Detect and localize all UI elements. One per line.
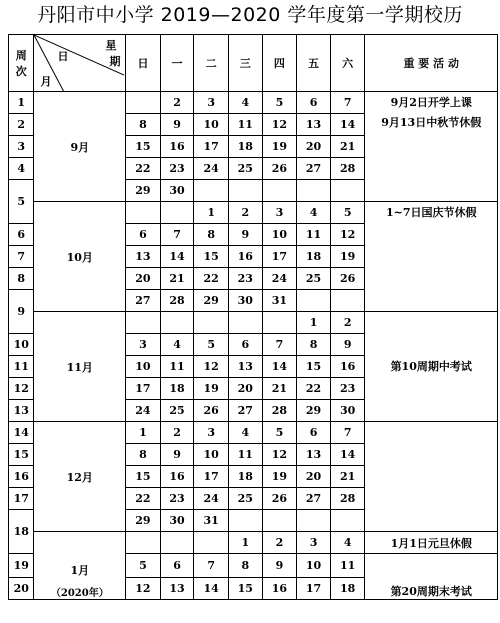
date-cell: 14: [160, 246, 194, 268]
date-cell: 5: [126, 554, 161, 578]
date-cell: 30: [160, 180, 194, 202]
activities-oct: [365, 202, 498, 312]
date-cell: 23: [160, 158, 194, 180]
date-cell: 2: [228, 202, 262, 224]
month-sep: 9月: [34, 92, 126, 202]
date-cell: 6: [160, 554, 194, 578]
date-cell: 22: [297, 378, 331, 400]
date-cell: 14: [262, 356, 297, 378]
date-cell: 30: [160, 510, 194, 532]
date-cell: 11: [160, 356, 194, 378]
date-cell: 28: [262, 400, 297, 422]
activities-sep: [365, 92, 498, 202]
month-jan-year: （2020年）: [50, 588, 109, 599]
school-calendar-table: [8, 34, 498, 600]
date-cell: 9: [262, 554, 297, 578]
date-cell: 12: [194, 356, 229, 378]
date-cell: 17: [126, 378, 161, 400]
date-cell: 20: [228, 378, 262, 400]
week-number: 18: [9, 510, 34, 554]
week-number: 2: [9, 114, 34, 136]
date-cell: 29: [126, 180, 161, 202]
week-number: 17: [9, 488, 34, 510]
date-cell: [126, 92, 161, 114]
month-dec: 12月: [34, 422, 126, 532]
day-header-fri: 五: [297, 35, 331, 92]
day-header-thu: 四: [262, 35, 297, 92]
date-cell: 27: [297, 158, 331, 180]
date-cell: 29: [126, 510, 161, 532]
date-cell: 3: [126, 334, 161, 356]
date-cell: 27: [297, 488, 331, 510]
date-cell: 8: [194, 224, 229, 246]
date-cell: 25: [160, 400, 194, 422]
date-cell: [126, 532, 161, 554]
date-cell: 5: [330, 202, 365, 224]
date-cell: 18: [228, 136, 262, 158]
day-header-mon: 一: [160, 35, 194, 92]
date-cell: 29: [194, 290, 229, 312]
date-cell: 4: [160, 334, 194, 356]
week-number: 1: [9, 92, 34, 114]
date-cell: 9: [228, 224, 262, 246]
week-number: 20: [9, 578, 34, 600]
date-cell: 11: [228, 444, 262, 466]
date-cell: 19: [194, 378, 229, 400]
date-cell: 15: [194, 246, 229, 268]
month-jan-label: 1月: [70, 564, 90, 577]
date-cell: 17: [262, 246, 297, 268]
date-cell: 18: [297, 246, 331, 268]
date-cell: 2: [262, 532, 297, 554]
date-cell: 4: [330, 532, 365, 554]
date-cell: 12: [330, 224, 365, 246]
day-header-tue: 二: [194, 35, 229, 92]
month-label: 月: [40, 75, 52, 88]
date-cell: 7: [194, 554, 229, 578]
activity-item: 1月1日元旦休假: [365, 532, 498, 554]
week-number: 13: [9, 400, 34, 422]
week-number: 11: [9, 356, 34, 378]
week-header-bottom: 次: [15, 65, 27, 78]
diagonal-header-cell: [34, 35, 126, 92]
date-cell: 1: [297, 312, 331, 334]
date-cell: 11: [297, 224, 331, 246]
date-cell: 14: [194, 578, 229, 600]
date-cell: 11: [330, 554, 365, 578]
date-cell: 1: [194, 202, 229, 224]
date-cell: [262, 312, 297, 334]
date-cell: 16: [262, 578, 297, 600]
date-cell: 29: [297, 400, 331, 422]
date-cell: 18: [160, 378, 194, 400]
date-cell: 26: [262, 488, 297, 510]
date-cell: 28: [160, 290, 194, 312]
date-cell: [297, 180, 331, 202]
date-cell: 4: [228, 92, 262, 114]
date-cell: 31: [262, 290, 297, 312]
date-cell: 13: [126, 246, 161, 268]
date-cell: [228, 312, 262, 334]
date-cell: 16: [160, 466, 194, 488]
date-cell: 22: [194, 268, 229, 290]
date-cell: 20: [126, 268, 161, 290]
week-number: 3: [9, 136, 34, 158]
date-cell: 24: [126, 400, 161, 422]
date-cell: 25: [228, 488, 262, 510]
date-cell: 30: [330, 400, 365, 422]
date-cell: 3: [194, 422, 229, 444]
month-nov: 11月: [34, 312, 126, 422]
date-cell: 25: [297, 268, 331, 290]
date-cell: [126, 202, 161, 224]
week-number: 10: [9, 334, 34, 356]
date-cell: 10: [262, 224, 297, 246]
date-cell: 1: [126, 422, 161, 444]
week-number: 5: [9, 180, 34, 224]
date-cell: 26: [194, 400, 229, 422]
activity-item: 第10周期中考试: [390, 359, 472, 373]
date-cell: 16: [160, 136, 194, 158]
date-cell: 24: [262, 268, 297, 290]
date-cell: 22: [126, 488, 161, 510]
week-number: 8: [9, 268, 34, 290]
date-cell: 23: [228, 268, 262, 290]
week-number: 16: [9, 466, 34, 488]
date-cell: [228, 180, 262, 202]
date-cell: 4: [228, 422, 262, 444]
date-cell: 8: [297, 334, 331, 356]
week-number: 19: [9, 554, 34, 578]
activities-header: 重 要 活 动: [365, 35, 498, 92]
day-header-sun: 日: [126, 35, 161, 92]
week-number: 4: [9, 158, 34, 180]
date-cell: 3: [262, 202, 297, 224]
date-cell: 13: [228, 356, 262, 378]
date-cell: 27: [126, 290, 161, 312]
date-cell: [297, 290, 331, 312]
date-cell: 26: [262, 158, 297, 180]
week-number: 15: [9, 444, 34, 466]
week-number: 6: [9, 224, 34, 246]
date-cell: [330, 290, 365, 312]
date-cell: 5: [194, 334, 229, 356]
day-header-sat: 六: [330, 35, 365, 92]
date-cell: 22: [126, 158, 161, 180]
activities-nov: [365, 312, 498, 422]
date-cell: 28: [330, 158, 365, 180]
date-cell: 2: [160, 92, 194, 114]
week-number: 9: [9, 290, 34, 334]
date-cell: 21: [262, 378, 297, 400]
date-cell: 19: [262, 136, 297, 158]
date-cell: [160, 202, 194, 224]
date-cell: [330, 510, 365, 532]
date-cell: 7: [330, 422, 365, 444]
date-cell: 18: [228, 466, 262, 488]
date-cell: [194, 532, 229, 554]
date-cell: 20: [297, 136, 331, 158]
date-cell: 10: [126, 356, 161, 378]
activity-item: 9月2日开学上课: [390, 96, 472, 109]
date-cell: 30: [228, 290, 262, 312]
week-number: 7: [9, 246, 34, 268]
date-cell: 24: [194, 158, 229, 180]
week-header-top: 周: [15, 49, 27, 62]
date-cell: [262, 180, 297, 202]
date-cell: 1: [228, 532, 262, 554]
date-cell: [228, 510, 262, 532]
date-cell: 8: [126, 444, 161, 466]
date-cell: 16: [228, 246, 262, 268]
date-cell: 21: [330, 136, 365, 158]
date-cell: 9: [330, 334, 365, 356]
date-cell: 5: [262, 92, 297, 114]
date-cell: 13: [297, 114, 331, 136]
activities-dec: [365, 422, 498, 532]
day-header-wed: 三: [228, 35, 262, 92]
date-cell: 15: [126, 466, 161, 488]
date-cell: 16: [330, 356, 365, 378]
date-cell: 17: [194, 136, 229, 158]
date-cell: 23: [330, 378, 365, 400]
date-cell: 19: [262, 466, 297, 488]
date-cell: 3: [194, 92, 229, 114]
page-title: 丹阳市中小学 2019—2020 学年度第一学期校历: [37, 4, 463, 26]
date-cell: 15: [228, 578, 262, 600]
date-cell: 27: [228, 400, 262, 422]
weekday-label-top: 星: [105, 39, 117, 52]
date-cell: 14: [330, 444, 365, 466]
date-cell: 12: [126, 578, 161, 600]
date-cell: 12: [262, 444, 297, 466]
date-cell: 3: [297, 532, 331, 554]
date-cell: [297, 510, 331, 532]
week-number-header: [9, 35, 34, 92]
date-cell: 15: [297, 356, 331, 378]
date-cell: 7: [330, 92, 365, 114]
date-cell: 13: [160, 578, 194, 600]
date-cell: 9: [160, 444, 194, 466]
weekday-label-bottom: 期: [109, 55, 121, 68]
week-number: 14: [9, 422, 34, 444]
date-cell: 8: [126, 114, 161, 136]
date-cell: 24: [194, 488, 229, 510]
date-cell: 2: [160, 422, 194, 444]
date-cell: 19: [330, 246, 365, 268]
date-cell: 13: [297, 444, 331, 466]
date-cell: 26: [330, 268, 365, 290]
date-cell: 25: [228, 158, 262, 180]
date-cell: 5: [262, 422, 297, 444]
date-cell: 21: [160, 268, 194, 290]
month-oct: 10月: [34, 202, 126, 312]
date-cell: 7: [262, 334, 297, 356]
month-jan: [34, 532, 126, 600]
date-cell: 4: [297, 202, 331, 224]
date-cell: 10: [297, 554, 331, 578]
date-cell: 7: [160, 224, 194, 246]
date-cell: [126, 312, 161, 334]
date-cell: 14: [330, 114, 365, 136]
date-cell: 17: [297, 578, 331, 600]
activity-item: 第20周期末考试: [365, 554, 498, 600]
date-cell: 10: [194, 444, 229, 466]
date-cell: 11: [228, 114, 262, 136]
date-cell: 6: [297, 92, 331, 114]
date-cell: 6: [126, 224, 161, 246]
date-cell: 23: [160, 488, 194, 510]
activity-item: 1~7日国庆节休假: [385, 206, 477, 219]
date-cell: [160, 532, 194, 554]
date-cell: [330, 180, 365, 202]
date-cell: [160, 312, 194, 334]
date-cell: 28: [330, 488, 365, 510]
date-cell: 17: [194, 466, 229, 488]
date-cell: 6: [297, 422, 331, 444]
date-cell: 20: [297, 466, 331, 488]
date-cell: [194, 312, 229, 334]
date-cell: 12: [262, 114, 297, 136]
date-cell: 9: [160, 114, 194, 136]
date-cell: [262, 510, 297, 532]
date-cell: 8: [228, 554, 262, 578]
date-cell: [194, 180, 229, 202]
date-label: 日: [57, 50, 69, 63]
date-cell: 15: [126, 136, 161, 158]
date-cell: 31: [194, 510, 229, 532]
date-cell: 18: [330, 578, 365, 600]
date-cell: 10: [194, 114, 229, 136]
date-cell: 21: [330, 466, 365, 488]
activity-item: 9月13日中秋节休假: [381, 116, 482, 129]
date-cell: 6: [228, 334, 262, 356]
week-number: 12: [9, 378, 34, 400]
date-cell: 2: [330, 312, 365, 334]
